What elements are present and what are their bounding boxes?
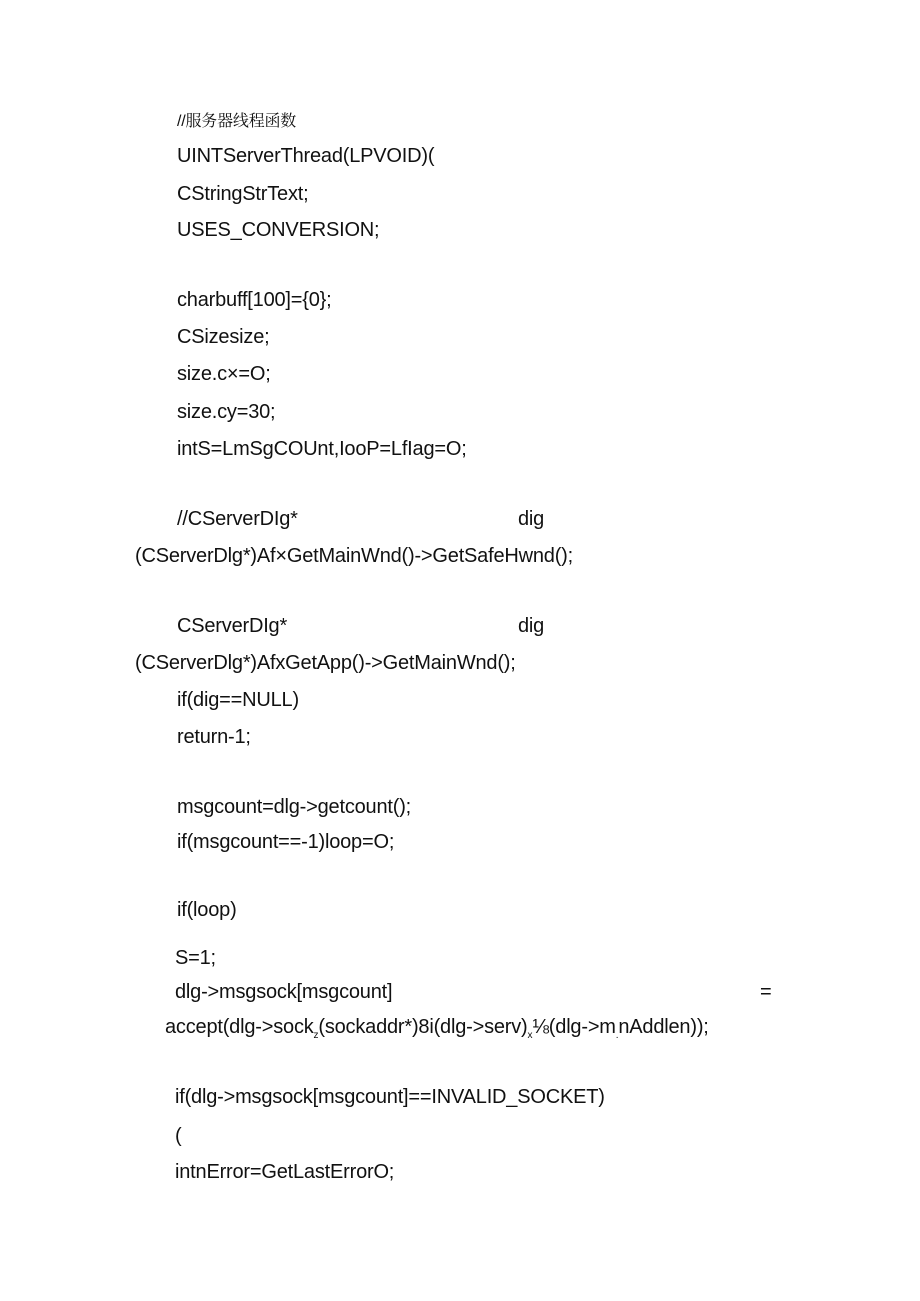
subscript-char: z <box>313 1030 319 1041</box>
code-line-var: dig <box>518 508 545 530</box>
code-line: UINTServerThread(LPVOID)( <box>177 145 435 167</box>
code-line: if(dlg->msgsock[msgcount]==INVALID_SOCKET) <box>175 1086 605 1108</box>
code-line: CStringStrText; <box>177 183 309 205</box>
code-line: (CServerDlg*)AfxGetApp()->GetMainWnd(); <box>135 652 516 674</box>
code-line-var: dig <box>518 615 545 637</box>
accept-part: accept(dlg->sock <box>165 1016 314 1038</box>
code-line: charbuff[100]={0}; <box>177 289 332 311</box>
subscript-char: x <box>527 1030 533 1041</box>
code-line: if(loop) <box>177 899 237 921</box>
subscript-char: . <box>615 1030 619 1041</box>
code-line: ( <box>175 1125 182 1147</box>
code-line-equals: = <box>760 981 772 1003</box>
code-line: return-1; <box>177 726 251 748</box>
code-line: CServerDIg* <box>177 615 288 637</box>
code-line: USES_CONVERSION; <box>177 219 380 241</box>
comment-server-thread: //服务器线程函数 <box>177 113 297 130</box>
code-line: dlg->msgsock[msgcount] <box>175 981 393 1003</box>
code-line: if(dig==NULL) <box>177 689 299 711</box>
code-line: size.cy=30; <box>177 401 276 423</box>
code-line: //CServerDIg* <box>177 508 298 530</box>
code-line-accept <box>165 1015 709 1043</box>
code-line: intnError=GetLastErrorO; <box>175 1161 395 1183</box>
code-line: S=1; <box>175 947 216 969</box>
code-line: msgcount=dlg->getcount(); <box>177 796 412 818</box>
accept-part: ⅛(dlg->m <box>532 1016 616 1038</box>
code-line: size.c×=O; <box>177 363 271 385</box>
code-line: intS=LmSgCOUnt,IooP=LfIag=O; <box>177 438 467 460</box>
code-line: CSizesize; <box>177 326 270 348</box>
code-line: if(msgcount==-1)loop=O; <box>177 831 395 853</box>
code-line: (CServerDlg*)Af×GetMainWnd()->GetSafeHwnd(); <box>135 545 573 567</box>
accept-part: (sockaddr*)8i(dlg->serv) <box>318 1016 528 1038</box>
accept-part: nAddlen)); <box>618 1016 709 1038</box>
